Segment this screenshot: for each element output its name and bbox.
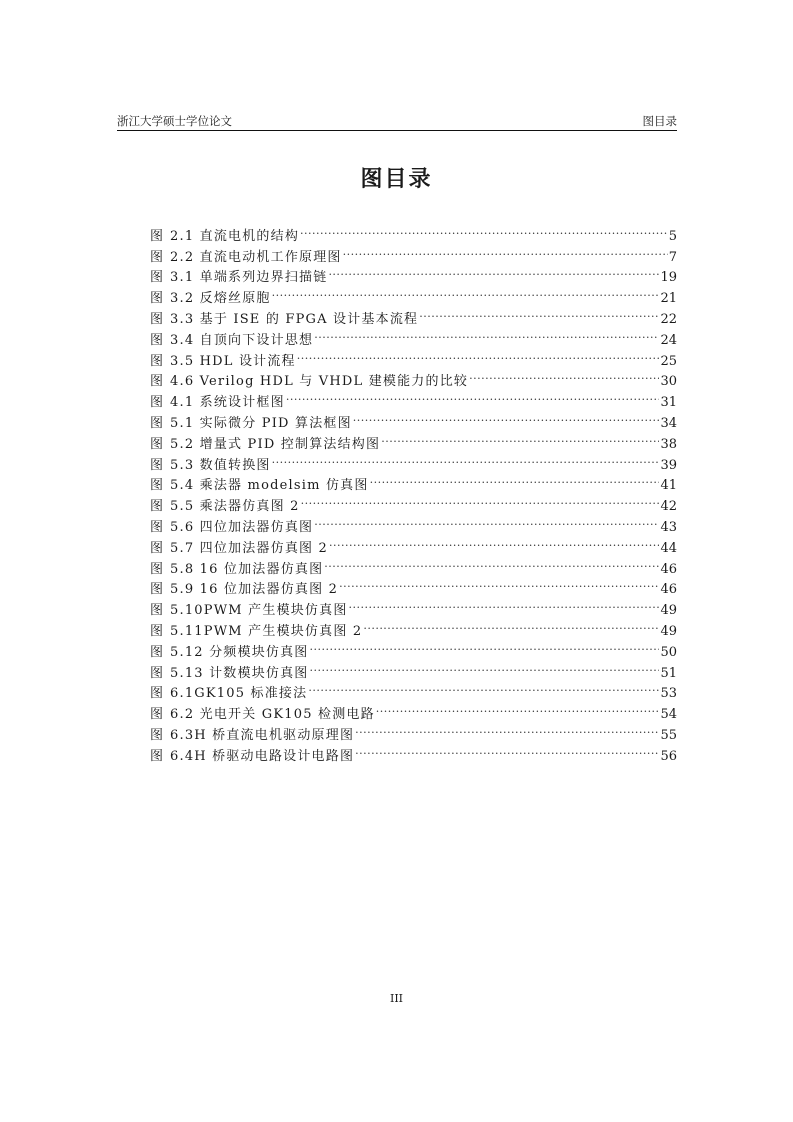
figure-entry-label: 图 [150,395,167,411]
figure-entry-page: 22 [660,311,677,327]
figure-entry-label: 图 [150,644,167,660]
dot-leader [339,573,659,594]
figure-entry-page: 51 [660,665,677,681]
figure-entry-label: 图 [150,519,167,535]
figure-entry-title: 5.2 增量式 PID 控制算法结构图 [170,436,381,452]
dot-leader [419,302,659,323]
figure-entry-title: 6.1GK105 标准接法 [170,686,308,702]
dot-leader [381,427,659,448]
figure-entry-label: 图 [150,436,167,452]
figure-entry-title: 5.5 乘法器仿真图 2 [170,499,300,515]
dot-leader [286,385,660,406]
figure-entry-title: 5.12 分频模块仿真图 [170,644,309,660]
dot-leader [272,448,660,469]
dot-leader [343,240,668,261]
figure-entry-page: 55 [660,727,677,743]
figure-entry-label: 图 [150,374,167,390]
dot-leader [328,261,659,282]
figure-entry-label: 图 [150,623,167,639]
figure-entry-label: 图 [150,748,167,764]
dot-leader [363,614,659,635]
figure-entry-title: 5.13 计数模块仿真图 [170,665,309,681]
dot-leader [297,344,660,365]
header-thesis-title: 浙江大学硕士学位论文 [117,114,232,128]
figure-entry-title: 5.3 数值转换图 [170,457,271,473]
figure-entry-label: 图 [150,249,167,265]
figure-entry-title: 5.9 16 位加法器仿真图 2 [170,582,339,598]
figure-entry-title: 5.8 16 位加法器仿真图 [170,561,324,577]
dot-leader [314,510,659,531]
page-title: 图目录 [360,166,433,192]
dot-leader [370,469,660,490]
figure-entry-label: 图 [150,665,167,681]
figure-entry-page: 49 [660,623,677,639]
figure-entry-title: 3.1 单端系列边界扫描链 [170,270,328,286]
figure-entry-page: 50 [660,644,677,660]
figure-entry-page: 44 [660,540,677,556]
figure-entry-label: 图 [150,270,167,286]
figure-entry-label: 图 [150,228,167,244]
figure-entry-page: 38 [660,436,677,452]
figure-entry-label: 图 [150,603,167,619]
figure-entry-title: 3.2 反熔丝原胞 [170,291,271,307]
dot-leader [308,677,659,698]
figure-entry-page: 49 [660,603,677,619]
figure-entry-title: 2.2 直流电动机工作原理图 [170,249,342,265]
dot-leader [300,219,668,240]
figure-entry-title: 5.7 四位加法器仿真图 2 [170,540,329,556]
figure-entry-title: 4.6 Verilog HDL 与 VHDL 建模能力的比较 [170,374,469,390]
figure-entry[interactable] [150,219,677,244]
figure-entry-label: 图 [150,561,167,577]
figure-entry-label: 图 [150,540,167,556]
figure-entry-page: 19 [660,270,677,286]
figure-entry-page: 43 [660,519,677,535]
figure-entry-page: 34 [660,415,677,431]
figure-entry-page: 46 [660,582,677,598]
figure-entry-title: 5.10PWM 产生模块仿真图 [170,603,348,619]
figure-entry-label: 图 [150,499,167,515]
figure-entry-label: 图 [150,457,167,473]
figure-entry-page: 30 [660,374,677,390]
figure-entry-page: 31 [660,395,677,411]
figure-entry-page: 56 [660,748,677,764]
running-header [117,112,677,130]
figure-entry-title: 6.2 光电开关 GK105 检测电路 [170,707,375,723]
figure-entry-page: 46 [660,561,677,577]
dot-leader [314,323,659,344]
figure-entry-page: 54 [660,707,677,723]
dot-leader [272,281,660,302]
figure-entry-label: 图 [150,727,167,743]
figure-entry-page: 42 [660,499,677,515]
dot-leader [349,593,660,614]
figure-entry-page: 5 [668,228,677,244]
figure-entry-page: 39 [660,457,677,473]
page-number: III [389,992,404,1005]
dot-leader [329,531,659,552]
figure-entry-page: 41 [660,478,677,494]
figure-entry-title: 5.4 乘法器 modelsim 仿真图 [170,478,369,494]
figure-entry-label: 图 [150,582,167,598]
header-section-title: 图目录 [642,114,677,128]
figure-entry-title: 3.3 基于 ISE 的 FPGA 设计基本流程 [170,311,419,327]
dot-leader [324,552,659,573]
dot-leader [355,739,659,760]
figure-entry-label: 图 [150,291,167,307]
dot-leader [353,406,660,427]
figure-entry-title: 5.11PWM 产生模块仿真图 2 [170,623,363,639]
dot-leader [301,489,660,510]
dot-leader [376,697,660,718]
figure-entry-page: 7 [668,249,677,265]
header-rule [117,130,677,131]
figure-entry-title: 3.4 自顶向下设计思想 [170,332,314,348]
figure-entry-title: 4.1 系统设计框图 [170,395,285,411]
figure-entry-title: 5.1 实际微分 PID 算法框图 [170,415,352,431]
figure-entry-title: 5.6 四位加法器仿真图 [170,519,314,535]
figure-entry-label: 图 [150,686,167,702]
figure-entry-title: 6.3H 桥直流电机驱动原理图 [170,727,355,743]
figure-entry-page: 53 [660,686,677,702]
figure-entry-label: 图 [150,415,167,431]
dot-leader [310,656,660,677]
dot-leader [355,718,659,739]
dot-leader [469,365,659,386]
figure-list [150,219,677,764]
figure-entry-label: 图 [150,332,167,348]
figure-entry-page: 25 [660,353,677,369]
figure-entry-title: 2.1 直流电机的结构 [170,228,300,244]
figure-entry-label: 图 [150,353,167,369]
dot-leader [310,635,660,656]
figure-entry-label: 图 [150,311,167,327]
figure-entry-page: 24 [660,332,677,348]
figure-entry-label: 图 [150,478,167,494]
figure-entry-title: 6.4H 桥驱动电路设计电路图 [170,748,355,764]
figure-entry-title: 3.5 HDL 设计流程 [170,353,296,369]
figure-entry-label: 图 [150,707,167,723]
figure-entry-page: 21 [660,291,677,307]
